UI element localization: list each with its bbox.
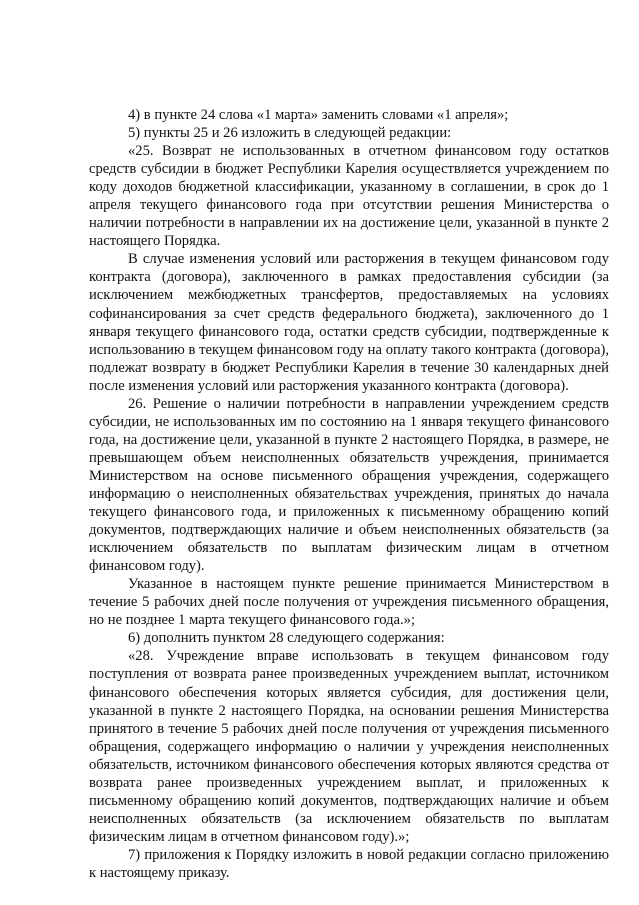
document-body xyxy=(89,106,609,882)
paragraph-item-7-appendices: 7) приложения к Порядку изложить в новой редакции согласно приложению к настоящему приказу. xyxy=(89,846,609,881)
paragraph-item-4-amendment: 4) в пункте 24 слова «1 марта» заменить словами «1 апреля»; xyxy=(128,107,509,123)
paragraph-clause-26: 26. Решение о наличии потребности в направлении учреждением средств субсидии, не использованных им по состоянию на 1 января текущего финансового года, на достижение цели, указанной в пункте 2 настоящего Порядка, в размере, не превышающем объем неисполненных обязательств учреждения, принимается Министерством на основе письменного обращения учреждения, содержащего информацию о неисполненных обязательствах учреждения, принятых до начала текущего финансового года, и приложенных к письменному обращению копий документов, подтверждающих наличие и объем неисполненных обязательств (за исключением обязательств по выплатам физическим лицам в отчетном финансовом году). xyxy=(89,395,609,575)
paragraph-item-5-header: 5) пункты 25 и 26 изложить в следующей редакции: xyxy=(128,125,452,142)
paragraph-item-6-header: 6) дополнить пунктом 28 следующего содержания: xyxy=(128,630,445,647)
paragraph-clause-25: «25. Возврат не использованных в отчетном финансовом году остатков средств субсидии в бюджет Республики Карелия осуществляется учреждением по коду доходов бюджетной классификации, указанному в соглашении, в срок до 1 апреля текущего финансового года при отсутствии решения Министерства о наличии потребности в направлении их на достижение цели, указанной в пункте 2 настоящего Порядка. xyxy=(89,143,609,250)
paragraph-clause-26-decision-term: Указанное в настоящем пункте решение принимается Министерством в течение 5 рабочих дней после получения от учреждения письменного обращения, но не позднее 1 марта текущего финансового года.»; xyxy=(89,576,609,629)
paragraph-clause-28: «28. Учреждение вправе использовать в текущем финансовом году поступления от возврата ранее произведенных учреждением выплат, источником финансового обеспечения которых является субсидия, для достижения цели, указанной в пункте 2 настоящего Порядка, на основании решения Министерства принятого в течение 5 рабочих дней после получения от учреждения письменного обращения, содержащего информацию о наличии у учреждения неисполненных обязательств, источником финансового обеспечения которых являются средства от возврата ранее произведенных учреждением выплат, и приложенных к письменному обращению копий документов, подтверждающих наличие и объем неисполненных обязательств (за исключением обязательств по выплатам физическим лицам в отчетном финансовом году).»; xyxy=(89,648,609,845)
paragraph-clause-25-contract-change: В случае изменения условий или расторжения в текущем финансовом году контракта (договора), заключенного в рамках предоставления субсидии (за исключением межбюджетных трансфертов, предоставляемых на условиях софинансирования за счет средств федерального бюджета), заключенного до 1 января текущего финансового года, остатки средств субсидии, подтвержденные к использованию в текущем финансовом году на оплату такого контракта (договора), подлежат возврату в бюджет Республики Карелия в течение 30 календарных дней после изменения условий или расторжения указанного контракта (договора). xyxy=(89,251,609,394)
